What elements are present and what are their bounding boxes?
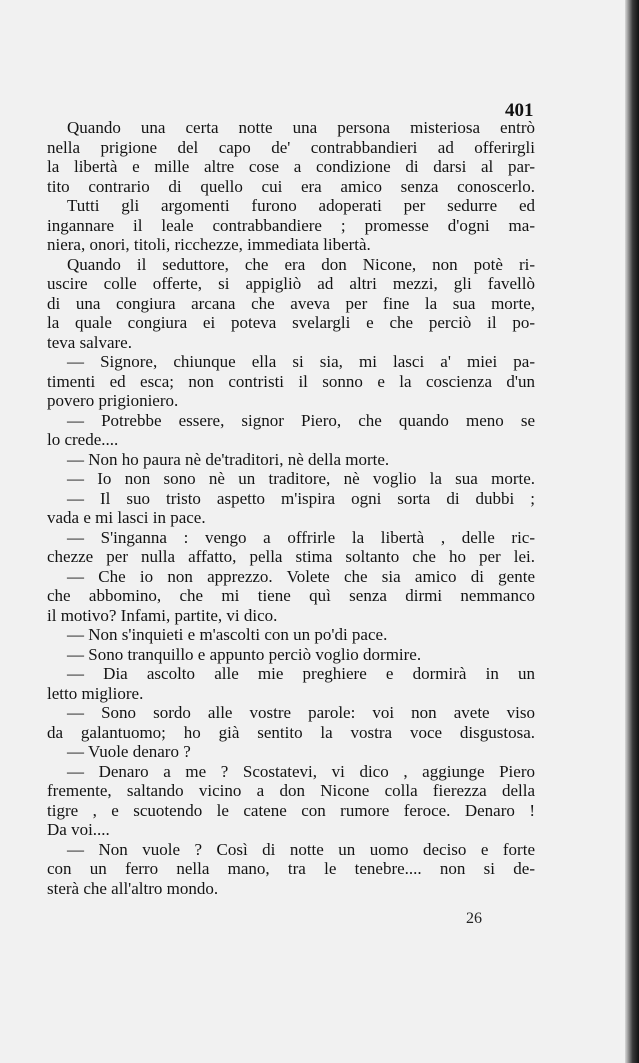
text-line: sterà che all'altro mondo. [47,878,219,898]
text-line: — Denaro a me ? Scostatevi, vi dico , aggiunge Piero [67,761,535,781]
text-line: chezze per nulla affatto, pella stima soltanto che ho per lei. [47,547,535,566]
signature-mark: 26 [466,910,482,927]
text-line: che abbomino, che mi tiene quì senza dirmi nemmanco [47,586,535,605]
text-line: con un ferro nella mano, tra le tenebre.... non si de- [47,859,535,878]
text-line: — Sono sordo alle vostre parole: voi non avete viso [67,703,535,722]
text-line: il motivo? Infami, partite, vi dico. [47,605,278,625]
text-line: — Non s'inquieti e m'ascolti con un po'di pace. [67,625,388,644]
body-text [47,118,535,898]
text-line: — Signore, chiunque ella si sia, mi lasci a' miei pa- [67,352,535,371]
text-line: lo crede.... [47,430,119,449]
text-line: vada e mi lasci in pace. [47,508,206,527]
text-line: — Non vuole ? Così di notte un uomo deciso e forte [67,839,535,859]
text-line: — Il suo tristo aspetto m'ispira ogni sorta di dubbi ; [67,488,535,508]
text-line: fremente, saltando vicino a don Nicone colla fierezza della [47,781,535,800]
text-line: tigre , e scuotendo le catene con rumore feroce. Denaro ! [47,800,535,820]
text-line: nella prigione del capo de' contrabbandieri ad offerirgli [47,137,535,157]
text-line: la quale congiura ei poteva svelargli e che perciò il po- [47,313,535,332]
text-line: Quando una certa notte una persona misteriosa entrò [67,118,535,137]
text-line: teva salvare. [47,332,132,352]
text-line: tito contrario di quello cui era amico senza conoscerlo. [47,176,535,196]
text-line: Da voi.... [47,820,110,839]
text-line: niera, onori, titoli, ricchezze, immediata libertà. [47,235,371,254]
text-line: — Dia ascolto alle mie preghiere e dormirà in un [67,664,535,683]
text-line: povero prigioniero. [47,391,179,410]
text-line: — Che io non apprezzo. Volete che sia amico di gente [67,566,535,586]
text-line: di una congiura arcana che aveva per fine la sua morte, [47,293,535,313]
text-line: Tutti gli argomenti furono adoperati per sedurre ed [67,196,535,215]
text-line: — Vuole denaro ? [67,742,191,761]
text-line: uscire colle offerte, si appigliò ad altri mezzi, gli favellò [47,274,535,293]
text-line: Quando il seduttore, che era don Nicone, non potè ri- [67,254,535,274]
text-line: — S'inganna : vengo a offrirle la libertà , delle ric- [67,527,535,547]
text-line: — Potrebbe essere, signor Piero, che quando meno se [67,410,535,430]
page-number: 401 [505,100,534,121]
text-line: — Non ho paura nè de'traditori, nè della morte. [67,449,390,469]
text-line: letto migliore. [47,683,144,703]
text-line: la libertà e mille altre cose a condizione di darsi al par- [47,157,535,176]
text-line: timenti ed esca; non contristi il sonno e la coscienza d'un [47,371,535,391]
text-line: — Io non sono nè un traditore, nè voglio la sua morte. [67,469,535,488]
text-line: da galantuomo; ho già sentito la vostra voce disgustosa. [47,722,535,742]
text-line: — Sono tranquillo e appunto perciò voglio dormire. [67,644,422,664]
text-line: ingannare il leale contrabbandiere ; promesse d'ogni ma- [47,215,535,235]
